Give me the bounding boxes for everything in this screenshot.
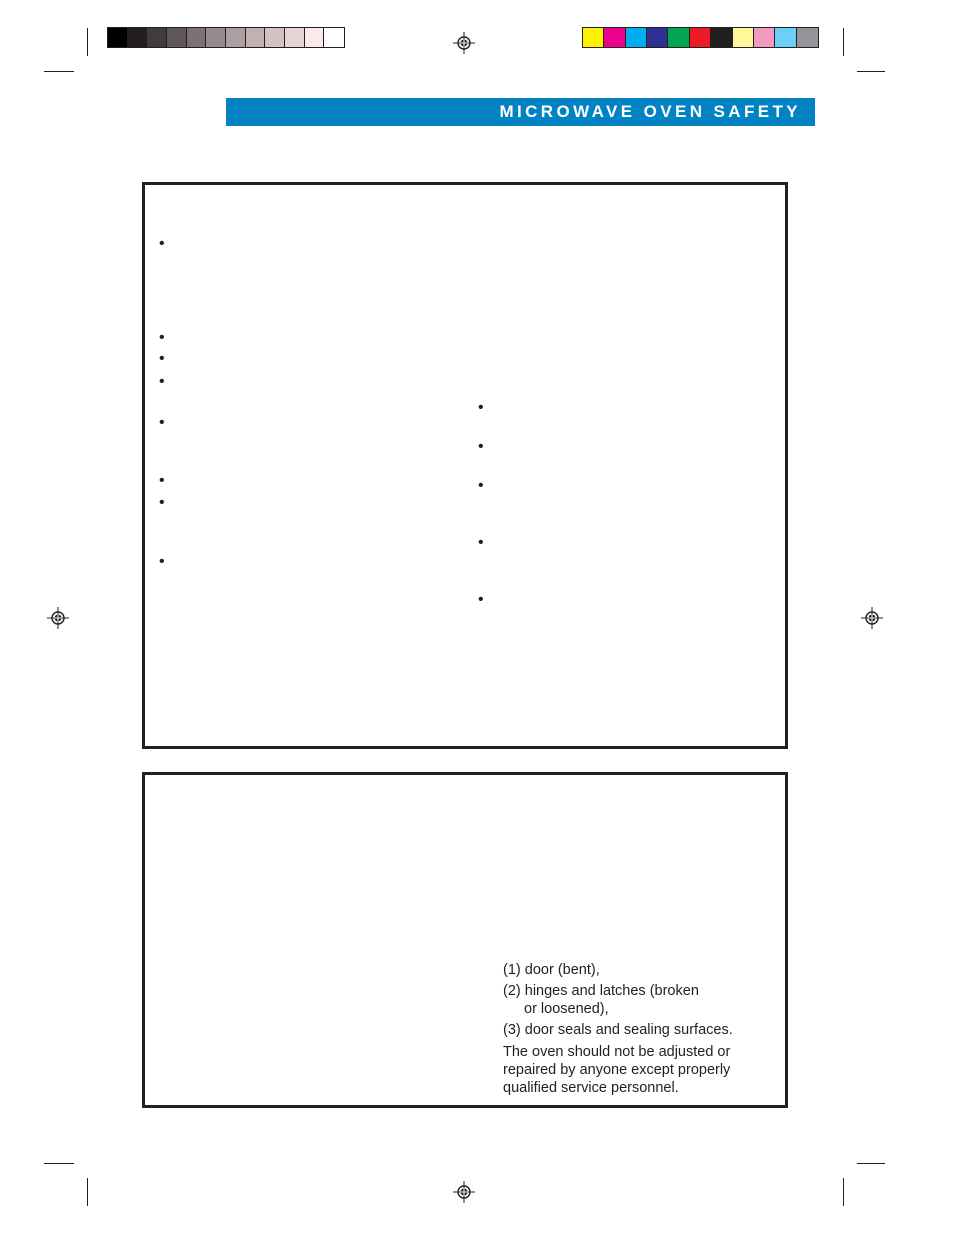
crop-mark [87, 28, 88, 56]
bullet-icon: • [159, 414, 165, 431]
color-swatch [147, 28, 167, 47]
color-swatch [246, 28, 266, 47]
color-swatch [324, 28, 344, 47]
bullet-icon: • [478, 399, 484, 416]
crop-mark [87, 1178, 88, 1206]
color-swatch [583, 28, 604, 47]
safety-instructions-box [142, 182, 788, 749]
color-swatch [733, 28, 754, 47]
section-header [226, 98, 815, 126]
list-item [503, 982, 699, 1000]
bullet-icon: • [478, 438, 484, 455]
color-swatch [668, 28, 689, 47]
color-swatch [797, 28, 818, 47]
bullet-icon: • [159, 494, 165, 511]
bullet-icon: • [478, 534, 484, 551]
color-swatch [775, 28, 796, 47]
color-swatch [167, 28, 187, 47]
crop-mark [843, 28, 844, 56]
crop-mark [857, 1163, 885, 1164]
list-number: (2) [503, 983, 521, 999]
color-swatch [626, 28, 647, 47]
inspection-notes-box [142, 772, 788, 1108]
color-swatch [108, 28, 128, 47]
color-swatch [690, 28, 711, 47]
color-swatch [305, 28, 325, 47]
bullet-icon: • [159, 329, 165, 346]
list-item [503, 961, 600, 979]
registration-mark-icon [453, 1181, 475, 1203]
crop-mark [843, 1178, 844, 1206]
registration-mark-icon [453, 32, 475, 54]
color-swatch [206, 28, 226, 47]
crop-mark [44, 71, 74, 72]
list-item-continuation: or loosened), [524, 1001, 609, 1017]
bullet-icon: • [159, 350, 165, 367]
process-color-bar [582, 27, 819, 48]
grayscale-color-bar [107, 27, 345, 48]
bullet-icon: • [159, 373, 165, 390]
list-number: (3) [503, 1022, 521, 1038]
bullet-icon: • [478, 591, 484, 608]
list-text: door seals and sealing surfaces. [524, 1022, 733, 1038]
registration-mark-icon [861, 607, 883, 629]
closing-line: repaired by anyone except properly [503, 1062, 731, 1078]
registration-mark-icon [47, 607, 69, 629]
bullet-icon: • [478, 477, 484, 494]
list-text: hinges and latches (broken [524, 983, 699, 999]
crop-mark [857, 71, 885, 72]
page-title: MICROWAVE OVEN SAFETY [499, 102, 801, 121]
closing-line: qualified service personnel. [503, 1080, 679, 1096]
color-swatch [265, 28, 285, 47]
color-swatch [754, 28, 775, 47]
color-swatch [226, 28, 246, 47]
list-number: (1) [503, 962, 521, 978]
crop-mark [44, 1163, 74, 1164]
list-text: door (bent), [524, 962, 600, 978]
color-swatch [187, 28, 207, 47]
closing-line: The oven should not be adjusted or [503, 1044, 731, 1060]
color-swatch [604, 28, 625, 47]
color-swatch [285, 28, 305, 47]
bullet-icon: • [159, 553, 165, 570]
bullet-icon: • [159, 235, 165, 252]
color-swatch [128, 28, 148, 47]
list-item [503, 1021, 733, 1039]
color-swatch [711, 28, 732, 47]
color-swatch [647, 28, 668, 47]
bullet-icon: • [159, 472, 165, 489]
